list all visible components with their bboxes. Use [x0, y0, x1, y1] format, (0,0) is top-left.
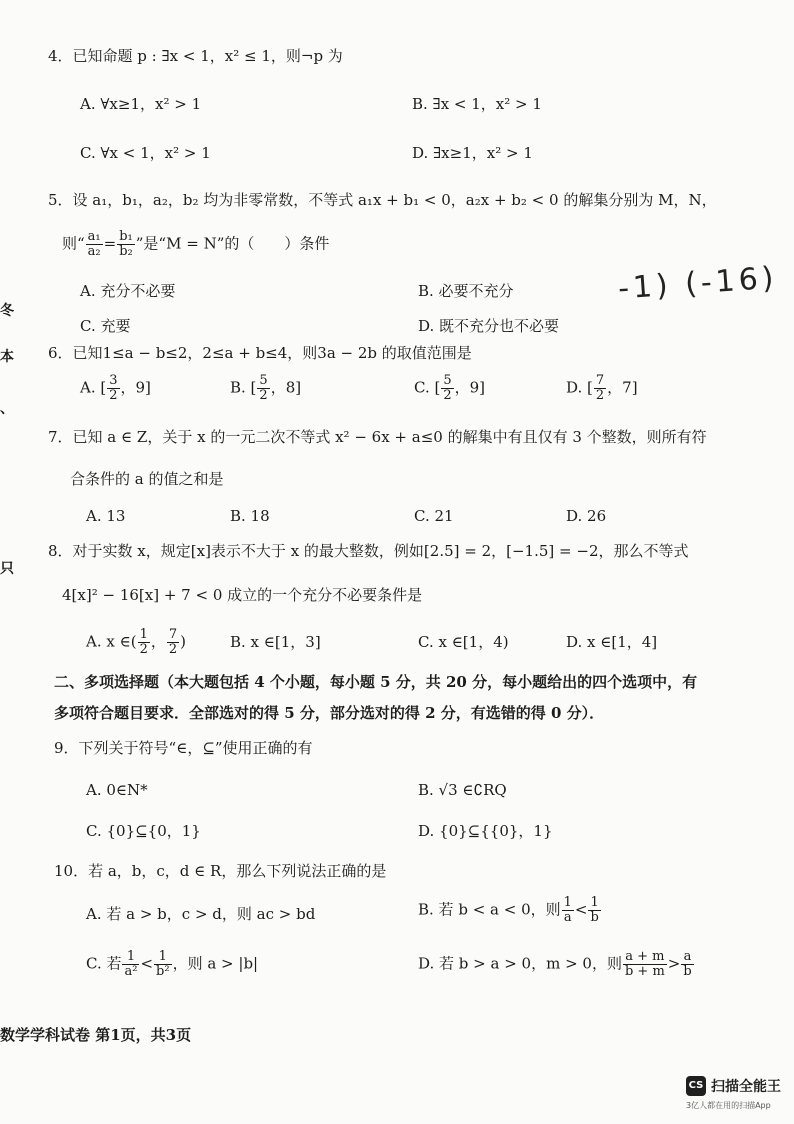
q6-option-a	[80, 374, 151, 403]
fraction-numerator: 1	[154, 950, 172, 965]
q5-option-a: A. 充分不必要	[80, 282, 176, 300]
fraction-denominator: 2	[443, 388, 452, 403]
q9-option-b: B. √3 ∈∁RQ	[418, 781, 507, 799]
option-suffix: ，则 a > |b|	[172, 954, 259, 973]
option-suffix: )	[180, 632, 186, 651]
fraction-numerator: a + m	[623, 950, 667, 965]
q5-option-c: C. 充要	[80, 317, 131, 335]
option-suffix: ，9]	[120, 378, 151, 397]
q9-option-d: D. {0}⊆{{0}，1}	[418, 822, 553, 840]
q6-a-fraction	[107, 374, 119, 403]
q5-equals: =	[103, 234, 117, 253]
fraction-numerator: 3	[109, 373, 118, 388]
option-suffix: ，8]	[270, 378, 302, 397]
q4-option-d: D. ∃x≥1，x² > 1	[412, 144, 533, 162]
option-prefix: B. [	[230, 378, 257, 397]
q7-option-b: B. 18	[230, 507, 270, 525]
q10-d-fraction-2	[681, 950, 693, 979]
margin-char: 、	[0, 401, 14, 417]
q10-option-c	[86, 950, 258, 979]
q7-option-a: A. 13	[86, 507, 126, 525]
fraction-numerator: 5	[443, 373, 452, 388]
fraction-denominator: b²	[156, 964, 170, 979]
section-2-header: 二、多项选择题（本大题包括 4 个小题，每小题 5 分，共 20 分，每小题给出的四个选项中，有	[54, 673, 698, 691]
q8-option-b: B. x ∈[1，3]	[230, 633, 321, 651]
option-prefix: A. x ∈(	[86, 632, 137, 651]
fraction-denominator: 2	[595, 388, 605, 403]
q5-line2-post: ”是“M = N”的（ ）条件	[135, 234, 330, 253]
fraction-denominator: b	[683, 964, 692, 979]
fraction-denominator: a²	[124, 964, 138, 979]
q4-option-b: B. ∃x < 1，x² > 1	[412, 95, 542, 113]
q6-option-b	[230, 374, 301, 403]
fraction-denominator: a	[563, 910, 572, 925]
fraction-denominator: 2	[168, 642, 178, 657]
fraction-denominator: 2	[109, 388, 118, 403]
section-2-header-cont: 多项符合题目要求．全部选对的得 5 分，部分选对的得 2 分，有选错的得 0 分）．	[54, 704, 605, 722]
question-8-stem: 8．对于实数 x，规定[x]表示不大于 x 的最大整数，例如[2.5] = 2，[−1.5] = −2，那么不等式	[48, 542, 689, 560]
q10-option-d	[418, 950, 695, 979]
q8-option-c: C. x ∈[1，4)	[418, 633, 509, 651]
fraction-denominator: b₂	[119, 244, 133, 259]
q6-d-fraction	[594, 374, 606, 403]
q10-b-fraction-1	[562, 896, 574, 925]
option-prefix: D. [	[566, 378, 593, 397]
fraction-denominator: b	[590, 910, 599, 925]
margin-char: 本	[0, 349, 14, 365]
question-5-condition	[62, 230, 329, 259]
option-separator: <	[574, 900, 588, 919]
option-suffix: ，9]	[454, 378, 486, 397]
q5-option-b: B. 必要不充分	[418, 282, 514, 300]
q7-option-d: D. 26	[566, 507, 607, 525]
q10-d-fraction-1	[623, 950, 667, 979]
fraction-denominator: a₂	[87, 244, 101, 259]
q8-option-a	[86, 628, 186, 657]
q10-option-b	[418, 896, 602, 925]
page-footer: 数学学科试卷 第1页，共3页	[0, 1026, 192, 1044]
fraction-numerator: 5	[259, 373, 268, 388]
q6-c-fraction	[441, 374, 453, 403]
q6-option-c	[414, 374, 485, 403]
option-separator: ，	[150, 632, 166, 651]
fraction-numerator: 1	[563, 895, 572, 910]
question-9-stem: 9．下列关于符号“∈，⊆”使用正确的有	[54, 739, 313, 757]
fraction-denominator: 2	[259, 388, 268, 403]
fraction-numerator: 7	[168, 627, 178, 642]
question-7-stem-cont: 合条件的 a 的值之和是	[70, 470, 224, 488]
q6-b-fraction	[257, 374, 269, 403]
fraction-numerator: b₁	[119, 229, 133, 244]
option-prefix: B. 若 b < a < 0，则	[418, 900, 561, 919]
question-7-stem: 7．已知 a ∈ Z，关于 x 的一元二次不等式 x² − 6x + a≤0 的解集中有且仅有 3 个整数，则所有符	[48, 428, 707, 446]
fraction-numerator: 7	[595, 373, 605, 388]
q8-a-fraction-1	[138, 628, 150, 657]
handwritten-note: -1) (-16)	[616, 260, 779, 307]
q4-option-a: A. ∀x≥1，x² > 1	[80, 95, 202, 113]
option-suffix: ，7]	[607, 378, 638, 397]
q9-option-c: C. {0}⊆{0，1}	[86, 822, 201, 840]
option-separator: <	[140, 954, 154, 973]
q5-option-d: D. 既不充分也不必要	[418, 317, 560, 335]
question-8-stem-cont: 4[x]² − 16[x] + 7 < 0 成立的一个充分不必要条件是	[62, 586, 423, 604]
option-prefix: A. [	[80, 378, 107, 397]
q6-option-d	[566, 374, 638, 403]
q7-option-c: C. 21	[414, 507, 454, 525]
q10-b-fraction-2	[588, 896, 600, 925]
fraction-numerator: 1	[588, 896, 600, 911]
fraction-denominator: 2	[139, 642, 148, 657]
scanner-tagline: 3亿人都在用的扫描App	[686, 1101, 771, 1110]
scanner-app-name: 扫描全能王	[711, 1079, 781, 1095]
q5-line2-pre: 则“	[62, 234, 85, 253]
q10-option-a: A. 若 a > b，c > d，则 ac > bd	[86, 905, 316, 923]
fraction-numerator: a₁	[87, 229, 101, 244]
fraction-denominator: b + m	[624, 964, 665, 979]
q5-fraction-b	[117, 230, 135, 259]
q9-option-a: A. 0∈N*	[86, 781, 148, 799]
camscanner-logo-icon: CS	[686, 1076, 706, 1096]
q5-fraction-a	[86, 230, 103, 259]
fraction-numerator: 1	[139, 627, 148, 642]
q8-option-d: D. x ∈[1，4]	[566, 633, 658, 651]
question-4-stem: 4．已知命题 p : ∃x < 1，x² ≤ 1，则¬p 为	[48, 47, 343, 65]
option-prefix: C. [	[414, 378, 441, 397]
q8-a-fraction-2	[167, 628, 179, 657]
option-separator: >	[667, 954, 681, 973]
question-10-stem: 10．若 a，b，c，d ∈ R，那么下列说法正确的是	[54, 862, 387, 880]
q10-c-fraction-1	[122, 950, 139, 979]
margin-char: 只	[0, 561, 14, 577]
question-6-stem: 6．已知1≤a − b≤2，2≤a + b≤4，则3a − 2b 的取值范围是	[48, 344, 472, 362]
option-prefix: C. 若	[86, 954, 122, 973]
option-prefix: D. 若 b > a > 0，m > 0，则	[418, 954, 622, 973]
margin-char: 冬	[0, 303, 14, 319]
q10-c-fraction-2	[154, 950, 172, 979]
fraction-numerator: a	[681, 950, 693, 965]
q4-option-c: C. ∀x < 1，x² > 1	[80, 144, 211, 162]
question-5-stem: 5．设 a₁，b₁，a₂，b₂ 均为非零常数，不等式 a₁x + b₁ < 0，a₂x + b₂ < 0 的解集分别为 M，N，	[48, 191, 717, 209]
fraction-numerator: 1	[122, 950, 139, 965]
